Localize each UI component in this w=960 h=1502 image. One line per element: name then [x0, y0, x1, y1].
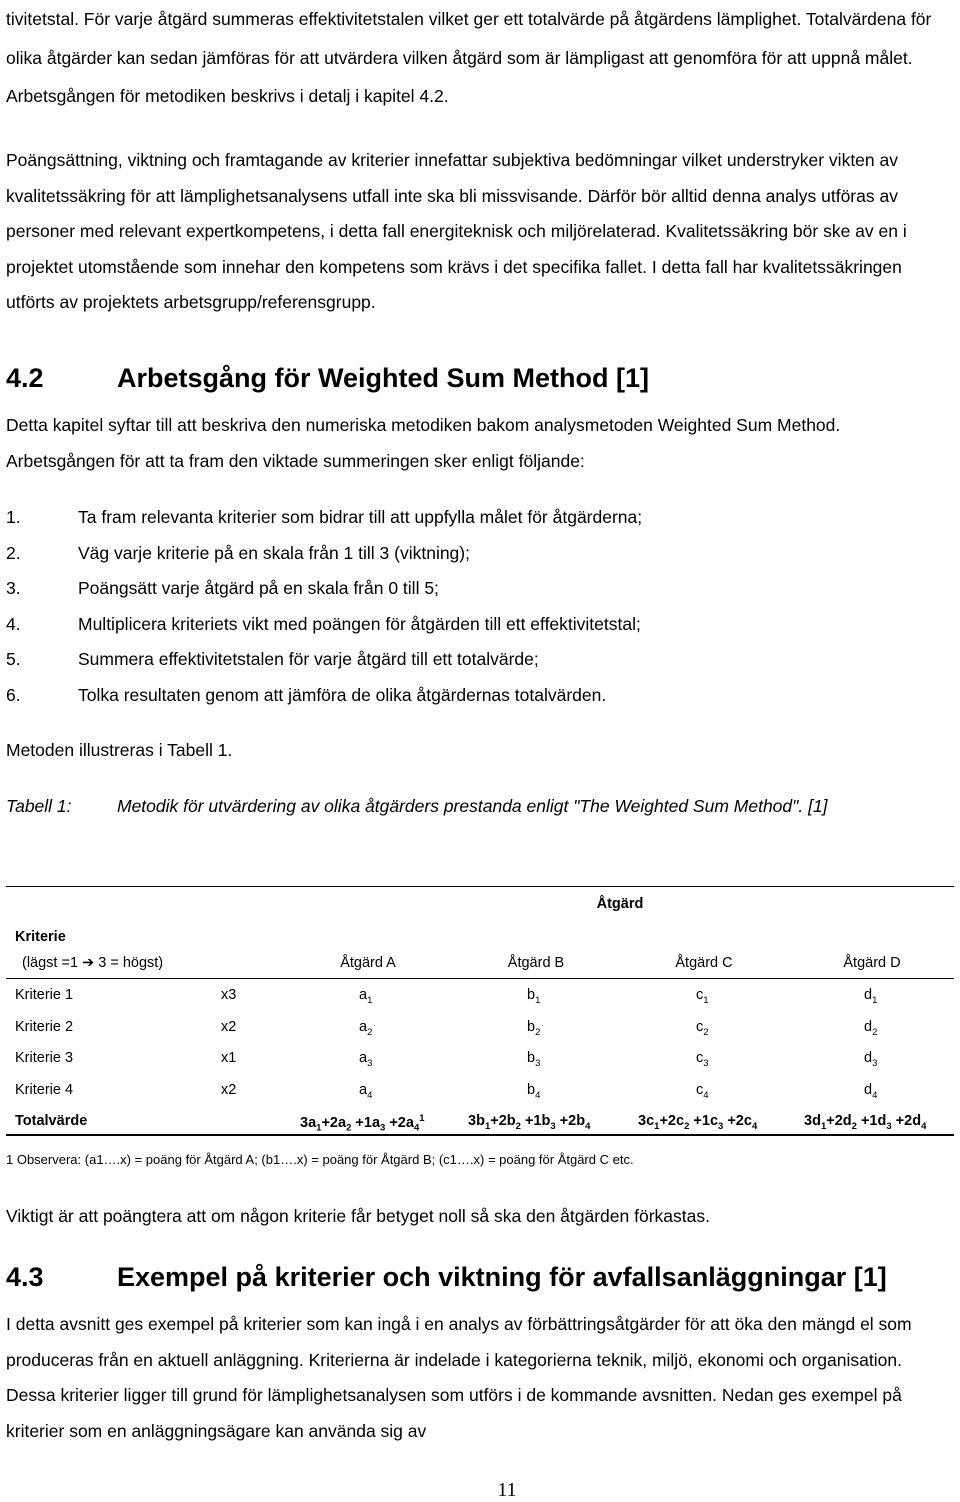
- paragraph-section-intro: Detta kapitel syftar till att beskriva den numeriska metodiken bakom analysmetoden Weighted Sum Method. Arbetsgången för att ta fram den viktade summeringen sker enligt följande:: [6, 415, 841, 471]
- list-item: 3. Poängsätt varje åtgärd på en skala från 0 till 5;: [6, 578, 439, 598]
- row-label: Kriterie 2: [15, 1019, 74, 1035]
- section-heading-4-2: [6, 363, 649, 394]
- total-label: Totalvärde: [15, 1113, 88, 1129]
- caption-text: Metodik för utvärdering av olika åtgärders prestanda enligt "The Weighted Sum Method". [1]: [117, 796, 828, 816]
- total-cell: $3c_1+2c_2 +1c_3 +2c_4$: [638, 1113, 758, 1132]
- row-weight: x3: [221, 987, 237, 1003]
- section-number: 4.3: [6, 1262, 44, 1292]
- score-cell: $d_3$: [864, 1050, 878, 1069]
- total-cell: $3b_1+2b_2 +1b_3 +2b_4$: [468, 1113, 591, 1132]
- criteria-header: Kriterie: [15, 929, 66, 945]
- score-cell: $b_3$: [527, 1050, 541, 1069]
- score-cell: $c_2$: [696, 1019, 709, 1038]
- row-label: Kriterie 4: [15, 1082, 74, 1098]
- section-title: Arbetsgång för Weighted Sum Method [1]: [117, 363, 649, 393]
- column-header: Åtgärd B: [507, 955, 565, 971]
- action-group-header: Åtgärd: [596, 896, 644, 912]
- score-cell: $a_4$: [359, 1082, 373, 1101]
- paragraph-intro: tivitetstal. För varje åtgärd summeras effektivitetstalen vilket ger ett totalvärde på åtgärdens lämplighet. Totalvärdena för olika åtgärder kan sedan jämföras för att utvärdera vilken åtgärd som är lämpligast att genomföra för att uppnå målet. Arbetsgången för metodiken beskrivs i detalj i kapitel 4.2.: [6, 9, 932, 106]
- score-cell: $b_2$: [527, 1019, 541, 1038]
- score-cell: $a_3$: [359, 1050, 373, 1069]
- score-cell: $d_1$: [864, 987, 878, 1006]
- score-cell: $a_1$: [359, 987, 373, 1006]
- score-cell: $b_1$: [527, 987, 541, 1006]
- score-cell: $b_4$: [527, 1082, 541, 1101]
- list-item: 1. Ta fram relevanta kriterier som bidrar till att uppfylla målet för åtgärderna;: [6, 507, 643, 527]
- row-weight: x1: [221, 1050, 237, 1066]
- table-bottom-rule: [6, 1134, 954, 1136]
- list-item: 5. Summera effektivitetstalen för varje åtgärd till ett totalvärde;: [6, 649, 539, 669]
- table-top-rule: [6, 886, 954, 887]
- score-cell: $d_2$: [864, 1019, 878, 1038]
- row-weight: x2: [221, 1082, 237, 1098]
- paragraph-examples: I detta avsnitt ges exempel på kriterier som kan ingå i en analys av förbättringsåtgärder för att öka den mängd el som produceras från en aktuell anläggning. Kriterierna är indelade i kategorierna teknik, miljö, ekonomi och organisation. Dessa kriterier ligger till grund för lämplighetsanalysen som utförs i de kommande avsnitten. Nedan ges exempel på kriterier som en anläggningsägare kan använda sig av: [6, 1314, 912, 1441]
- list-item: 6. Tolka resultaten genom att jämföra de olika åtgärdernas totalvärden.: [6, 684, 607, 705]
- total-cell: $3a_1+2a_2 +1a_3 +2a_4^1$: [300, 1113, 425, 1134]
- paragraph-zero-score: Viktigt är att poängtera att om någon kriterie får betyget noll så ska den åtgärden förkastas.: [6, 1206, 710, 1226]
- column-header: Åtgärd D: [843, 955, 901, 971]
- footnote-marker: 1: [419, 1113, 425, 1124]
- column-header: Åtgärd C: [675, 955, 733, 971]
- score-cell: $c_4$: [696, 1082, 709, 1101]
- section-heading-4-3: [6, 1262, 887, 1293]
- table-footnote: 1 Observera: (a1….x) = poäng för Åtgärd A; (b1….x) = poäng för Åtgärd B; (c1….x) = poäng för Åtgärd C etc.: [6, 1152, 634, 1167]
- paragraph-scoring: Poängsättning, viktning och framtagande av kriterier innefattar subjektiva bedömningar vilket understryker vikten av kvalitetssäkring för att lämplighetsanalysens utfall inte ska bli missvisande. Därför bör alltid denna analys utföras av personer med relevant expertkompetens, i detta fall energiteknisk och miljörelaterad. Kvalitetssäkring bör ske av en i projektet utomstående som innehar den kompetens som krävs i det specifika fallet. I detta fall har kvalitetssäkringen utförts av projektets arbetsgrupp/referensgrupp.: [6, 150, 907, 312]
- total-cell: $3d_1+2d_2 +1d_3 +2d_4$: [804, 1113, 927, 1132]
- score-cell: $c_3$: [696, 1050, 709, 1069]
- caption-label: Tabell 1:: [6, 796, 72, 816]
- page-number: 11: [497, 1479, 517, 1501]
- row-label: Kriterie 3: [15, 1050, 74, 1066]
- score-cell: $d_4$: [864, 1082, 878, 1101]
- score-cell: $c_1$: [696, 987, 709, 1006]
- section-number: 4.2: [6, 363, 44, 393]
- column-header: Åtgärd A: [340, 955, 396, 971]
- row-label: Kriterie 1: [15, 987, 74, 1003]
- list-item: 4. Multiplicera kriteriets vikt med poängen för åtgärden till ett effektivitetstal;: [6, 613, 641, 634]
- section-title: Exempel på kriterier och viktning för avfallsanläggningar [1]: [117, 1262, 887, 1292]
- steps-list: [6, 500, 950, 713]
- row-weight: x2: [221, 1019, 237, 1035]
- score-cell: $a_2$: [359, 1019, 373, 1038]
- scale-note: (lägst =1 ➔ 3 = högst): [22, 955, 164, 971]
- table-header-rule: [6, 978, 954, 979]
- paragraph-table-reference: Metoden illustreras i Tabell 1.: [6, 740, 233, 760]
- list-item: 2. Väg varje kriterie på en skala från 1 till 3 (viktning);: [6, 542, 470, 563]
